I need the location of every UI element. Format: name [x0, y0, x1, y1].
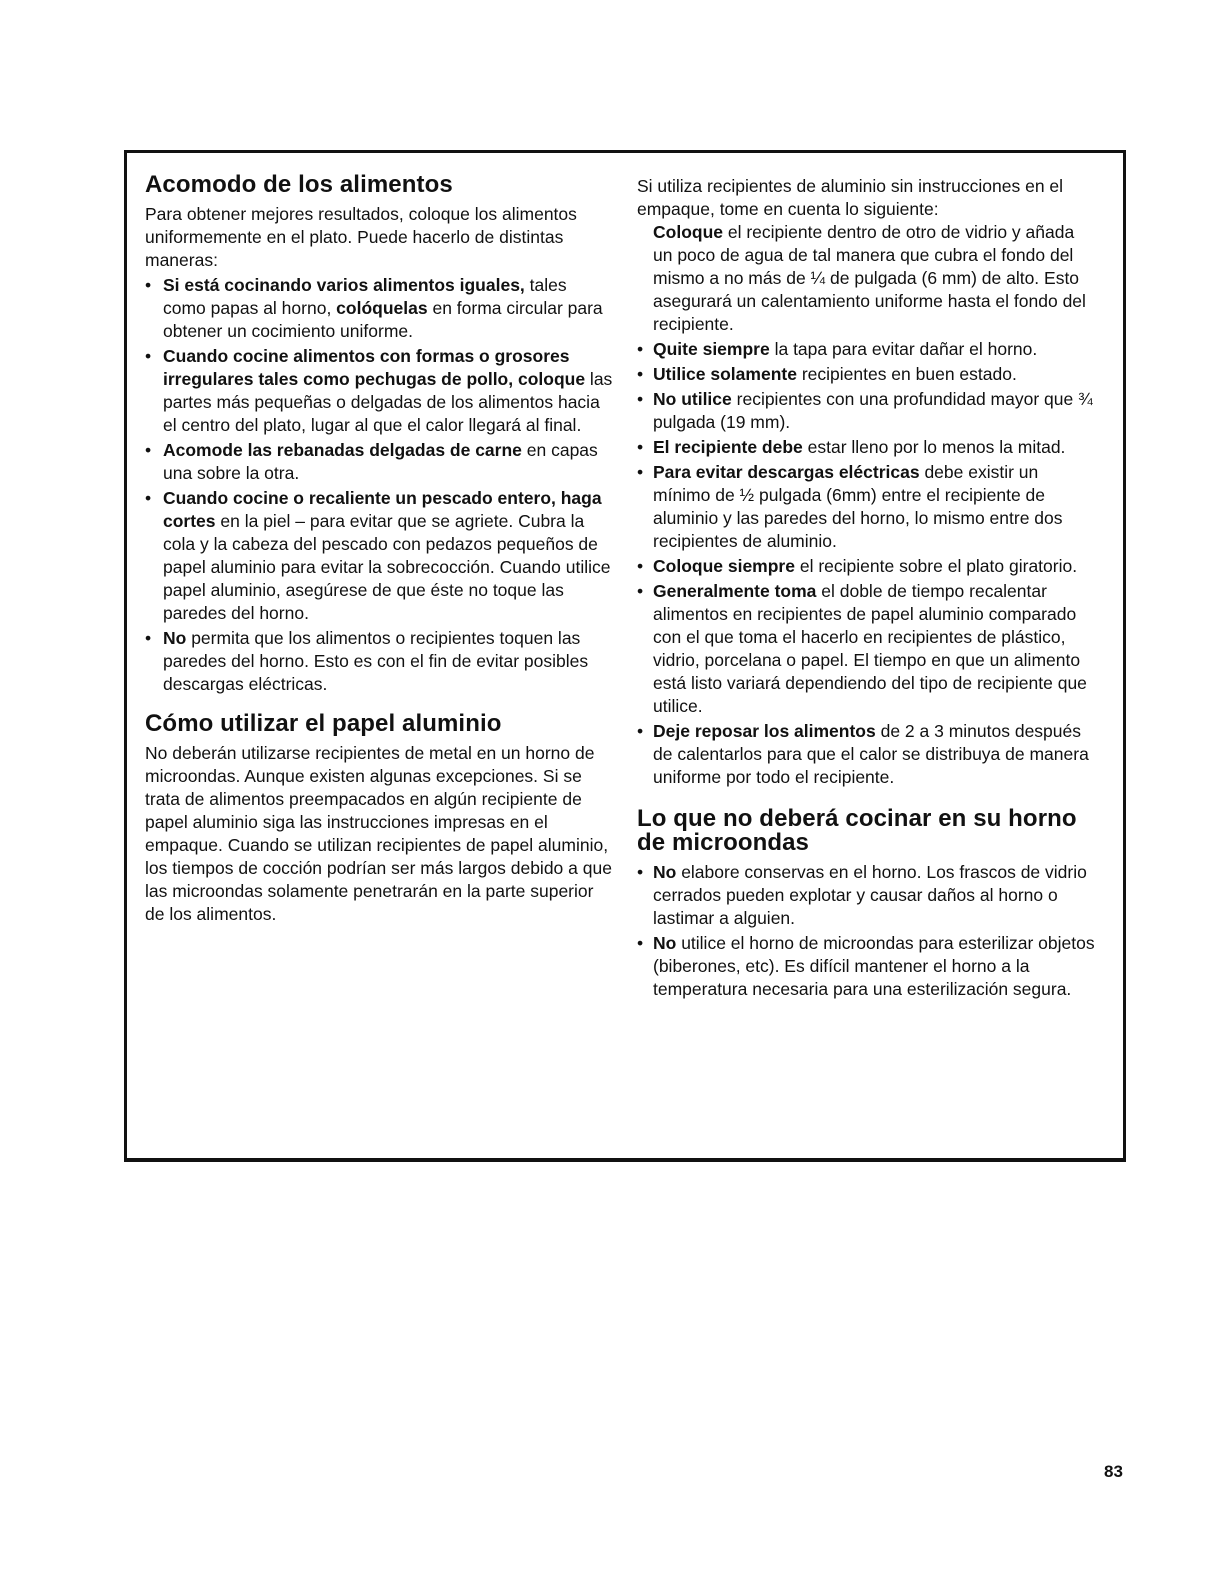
list-item: • No permita que los alimentos o recipientes toquen las paredes del horno. Esto es con el fin de evitar posibles descargas eléctricas. [145, 628, 589, 694]
heading-papel-aluminio: Cómo utilizar el papel aluminio [145, 710, 502, 737]
aluminum-tips-list [637, 338, 1097, 789]
list-item: • Para evitar descargas eléctricas debe existir un mínimo de ½ pulgada (6mm) entre el recipiente de aluminio y las paredes del horno, lo mismo entre dos recipientes de aluminio. [637, 462, 1063, 551]
list-item: • Cuando cocine alimentos con formas o grosores irregulares tales como pechugas de pollo, coloque las partes más pequeñas o delgadas de los alimentos hacia el centro del plato, lugar al que el calor llegará al final. [145, 346, 613, 435]
list-item: • No elabore conservas en el horno. Los frascos de vidrio cerrados pueden explotar y causar daños al horno o lastimar a alguien. [637, 862, 1087, 928]
bullet-icon: • [637, 721, 644, 741]
content-frame [124, 150, 1126, 1162]
list-item: • Cuando cocine o recaliente un pescado entero, haga cortes en la piel – para evitar que se agriete. Cubra la cola y la cabeza del pescado con pedazos pequeños de papel aluminio para evitar la sobrecocción. Cuando utilice papel aluminio, asegúrese de que éste no toque las paredes del horno. [145, 488, 611, 623]
left-column [145, 173, 613, 926]
aluminum-paragraph: No deberán utilizarse recipientes de metal en un horno de microondas. Aunque existen algunas excepciones. Si se trata de alimentos preempacados en algún recipiente de papel aluminio siga las instrucciones impresas en el empaque. Cuando se utilizan recipientes de papel aluminio, los tiempos de cocción podrían ser más largos debido a que las microondas solamente penetrarán en la parte superior de los alimentos. [145, 743, 612, 924]
right-intro-paragraph: Si utiliza recipientes de aluminio sin instrucciones en el empaque, tome en cuenta lo siguiente: [637, 176, 1064, 219]
list-item: • El recipiente debe estar lleno por lo menos la mitad. [637, 437, 1066, 457]
bullet-icon: • [637, 933, 644, 953]
list-item: • Quite siempre la tapa para evitar dañar el horno. [637, 339, 1038, 359]
bullet-icon: • [637, 556, 644, 576]
bullet-icon: • [637, 389, 644, 409]
bullet-icon: • [637, 462, 644, 482]
page-number: 83 [1104, 1462, 1123, 1481]
intro-paragraph: Para obtener mejores resultados, coloque los alimentos uniformemente en el plato. Puede hacerlo de distintas maneras: [145, 204, 577, 270]
bullet-icon: • [145, 346, 152, 366]
arrangement-list [145, 274, 613, 696]
list-item: • Deje reposar los alimentos de 2 a 3 minutos después de calentarlos para que el calor se distribuya de manera uniforme por todo el recipiente. [637, 721, 1089, 787]
bullet-icon: • [145, 488, 152, 508]
bullet-icon: • [637, 581, 644, 601]
list-item: • Si está cocinando varios alimentos iguales, tales como papas al horno, colóquelas en forma circular para obtener un cocimiento uniforme. [145, 275, 603, 341]
heading-no-cocinar: Lo que no deberá cocinar en su horno de microondas [637, 805, 1077, 856]
list-item: • Generalmente toma el doble de tiempo recalentar alimentos en recipientes de papel aluminio comparado con el que toma el hacerlo en recipientes de plástico, vidrio, porcelana o papel. El tiempo en que un alimento está listo variará dependiendo del tipo de recipiente que utilice. [637, 581, 1087, 716]
bullet-icon: • [637, 437, 644, 457]
list-item: • Coloque siempre el recipiente sobre el plato giratorio. [637, 556, 1078, 576]
bullet-icon: • [145, 628, 152, 648]
heading-acomodo: Acomodo de los alimentos [145, 171, 453, 198]
list-item: • No utilice el horno de microondas para esterilizar objetos (biberones, etc). Es difícil mantener el horno a la temperatura necesaria para una esterilización segura. [637, 933, 1095, 999]
bullet-icon: • [637, 364, 644, 384]
list-item: • No utilice recipientes con una profundidad mayor que ¾ pulgada (19 mm). [637, 389, 1093, 432]
list-item: • Acomode las rebanadas delgadas de carne en capas una sobre la otra. [145, 440, 598, 483]
list-item: • Utilice solamente recipientes en buen estado. [637, 364, 1017, 384]
bullet-icon: • [145, 275, 152, 295]
first-instruction: Coloque el recipiente dentro de otro de vidrio y añada un poco de agua de tal manera que cubra el fondo del mismo a no más de ¼ de pulgada (6 mm) de alto. Esto asegurará un calentamiento uniforme hasta el fondo del recipiente. [653, 222, 1086, 334]
bullet-icon: • [637, 862, 644, 882]
right-column [637, 175, 1097, 1003]
bullet-icon: • [145, 440, 152, 460]
do-not-cook-list [637, 861, 1097, 1001]
bullet-icon: • [637, 339, 644, 359]
